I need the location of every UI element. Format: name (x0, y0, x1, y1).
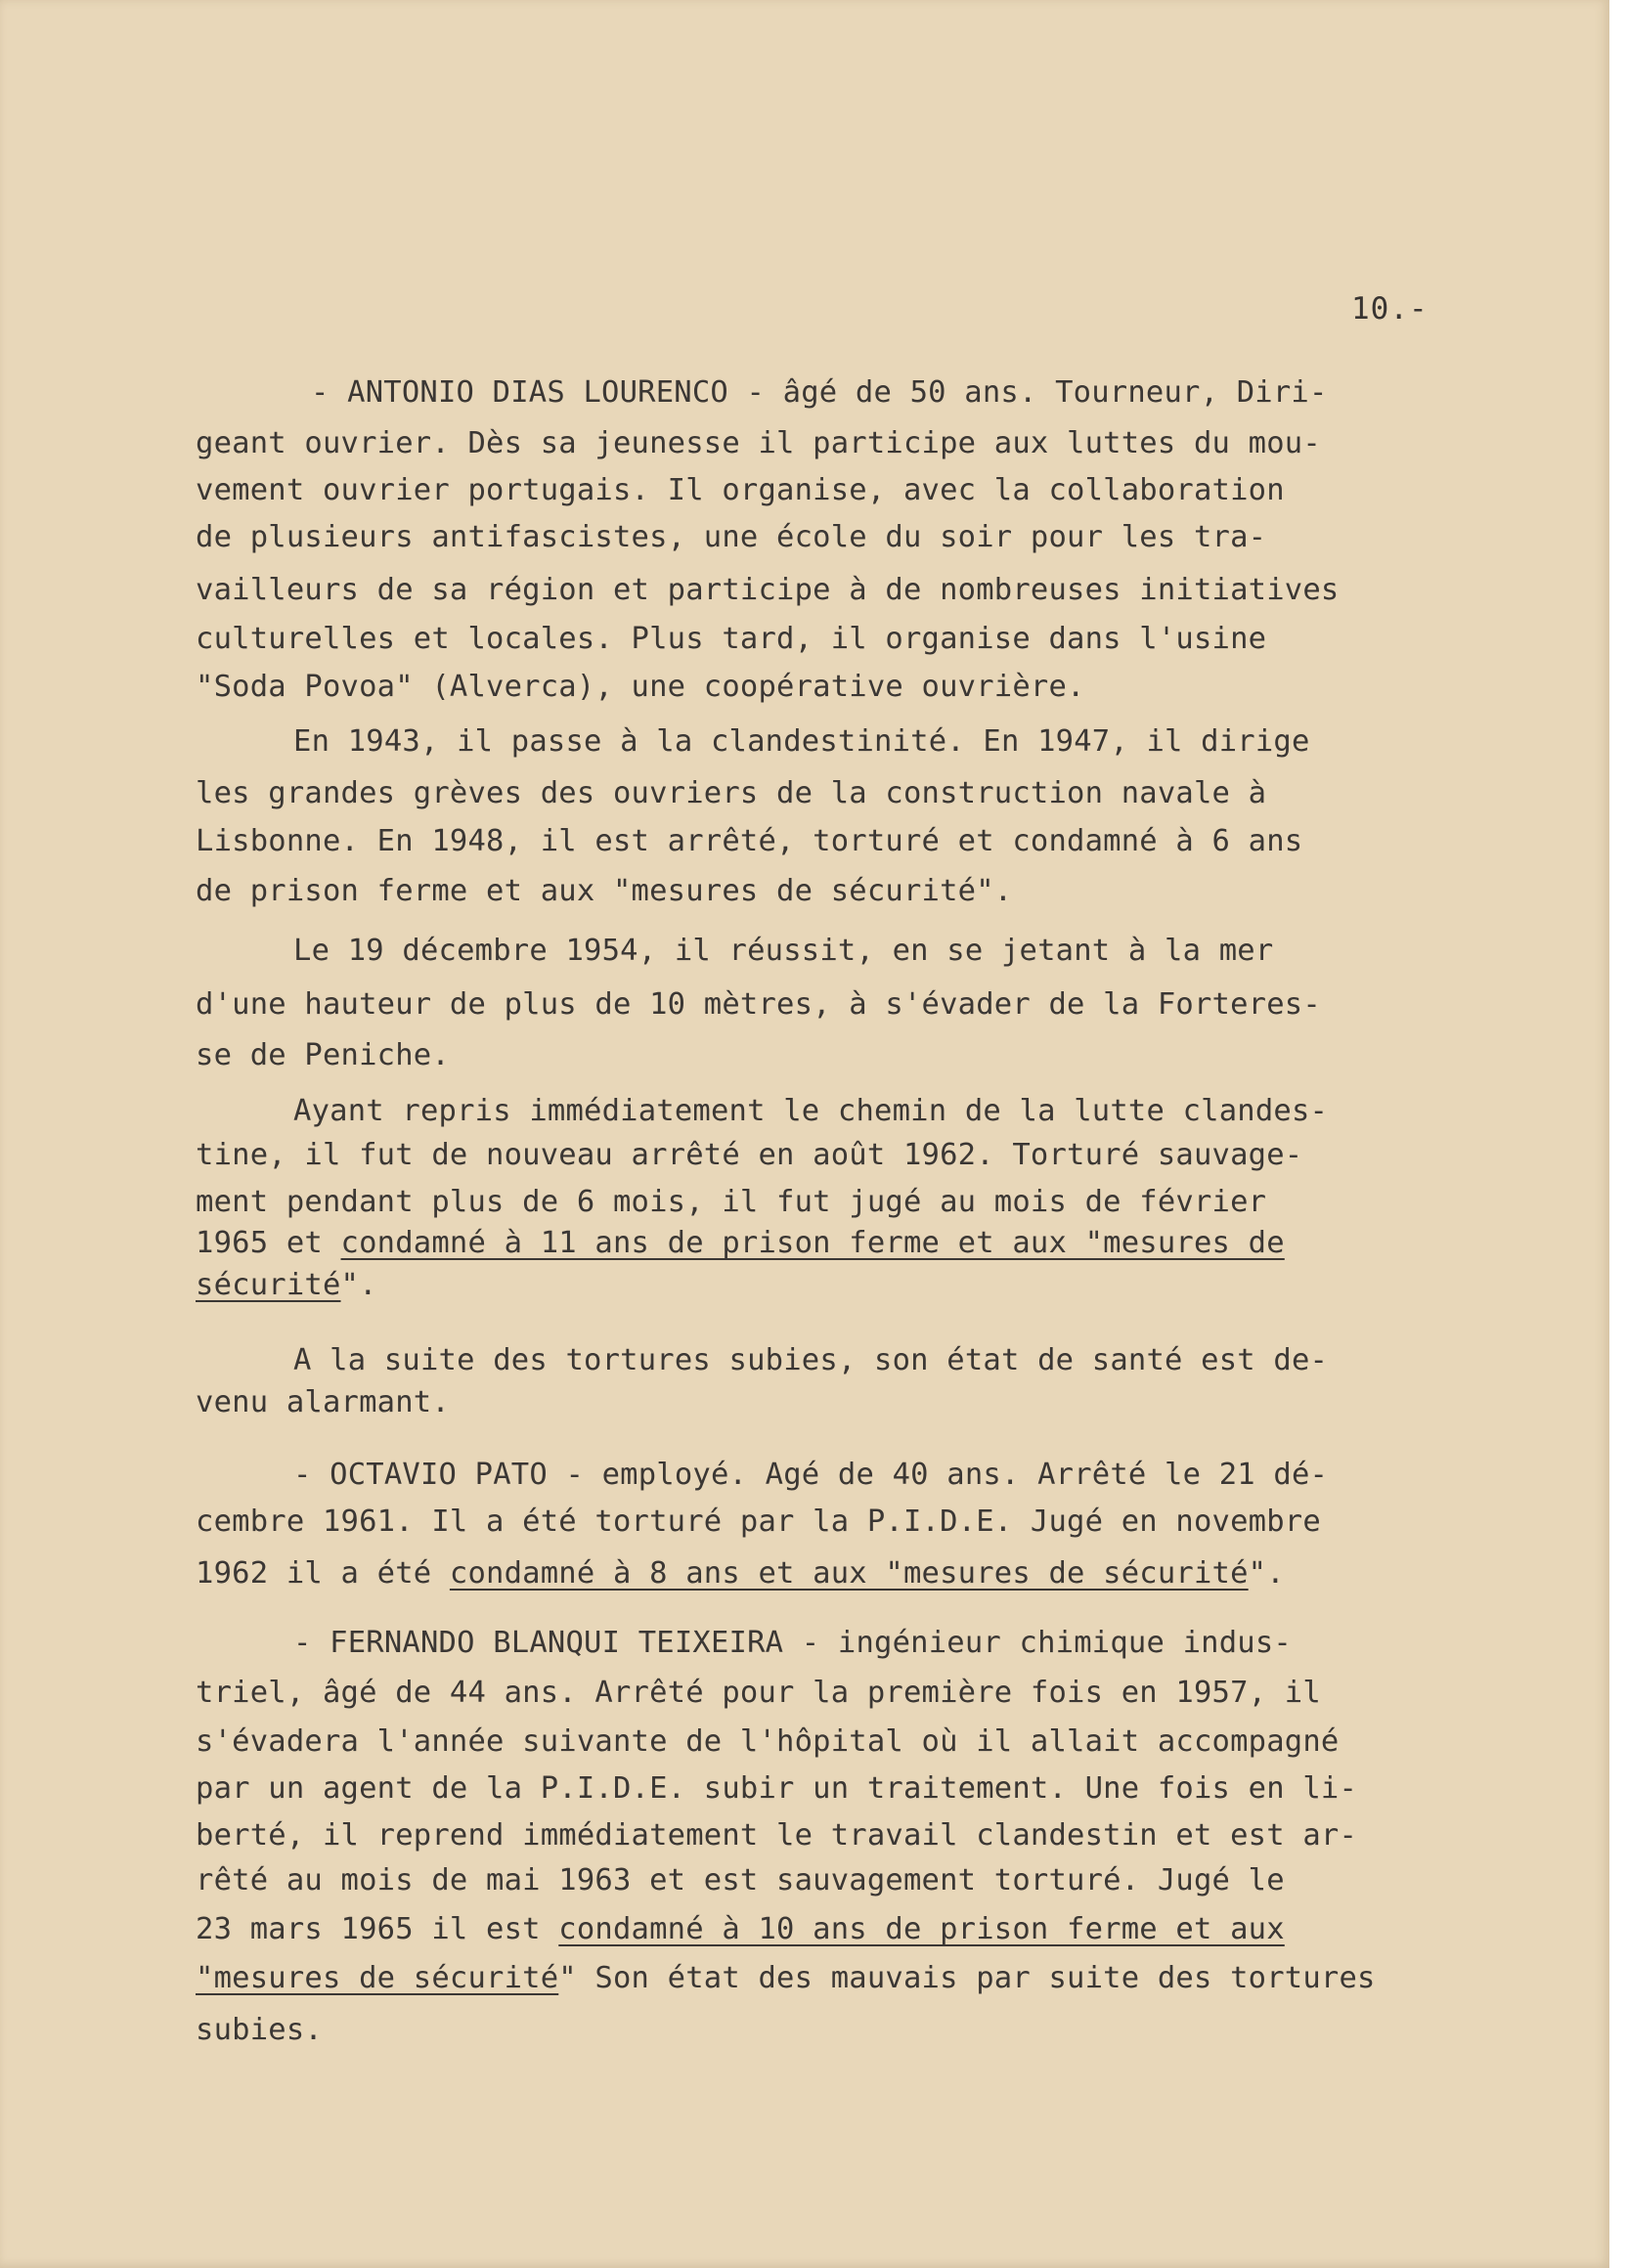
text-segment: les grandes grèves des ouvriers de la construction navale à (196, 776, 1267, 810)
text-line (293, 1090, 1328, 1133)
text-segment: s'évadera l'année suivante de l'hôpital où il allait accompagné (196, 1724, 1340, 1759)
text-line (196, 422, 1321, 465)
text-line (196, 516, 1266, 559)
text-segment: tine, il fut de nouveau arrêté en août 1962. Torturé sauvage- (196, 1138, 1303, 1172)
text-line (196, 569, 1339, 612)
text-segment: vement ouvrier portugais. Il organise, avec la collaboration (196, 473, 1285, 507)
text-segment: ". (340, 1268, 377, 1302)
text-segment: "Soda Povoa" (Alverca), une coopérative ouvrière. (196, 670, 1085, 704)
text-line (196, 2009, 323, 2052)
text-segment: En 1943, il passe à la clandestinité. En 1947, il dirige (293, 724, 1310, 759)
text-line (196, 1181, 1266, 1224)
underlined-text: "mesures de sécurité (196, 1961, 559, 1995)
text-segment: de plusieurs antifascistes, une école du soir pour les tra- (196, 520, 1267, 554)
text-segment: culturelles et locales. Plus tard, il organise dans l'usine (196, 622, 1267, 656)
underlined-text: condamné à 11 ans de prison ferme et aux "mesures de (340, 1226, 1285, 1260)
text-line (196, 1381, 450, 1424)
text-line (196, 1264, 377, 1307)
text-line (196, 983, 1321, 1026)
text-segment: - ANTONIO DIAS LOURENCO - âgé de 50 ans. Tourneur, Diri- (311, 375, 1328, 410)
text-segment: 1962 il a été (196, 1556, 450, 1591)
text-segment: cembre 1961. Il a été torturé par la P.I.D.E. Jugé en novembre (196, 1505, 1321, 1539)
text-segment: - OCTAVIO PATO - employé. Agé de 40 ans. Arrêté le 21 dé- (293, 1458, 1329, 1492)
text-line (196, 772, 1266, 815)
underlined-text: sécurité (196, 1268, 341, 1302)
text-segment: Ayant repris immédiatement le chemin de la lutte clandes- (293, 1094, 1329, 1128)
text-segment: triel, âgé de 44 ans. Arrêté pour la première fois en 1957, il (196, 1676, 1321, 1710)
text-line (196, 618, 1266, 661)
text-line (293, 1622, 1292, 1665)
text-line (293, 930, 1273, 973)
text-line (196, 1501, 1321, 1544)
text-segment: venu alarmant. (196, 1385, 450, 1419)
text-line (196, 1034, 450, 1077)
text-segment: 23 mars 1965 il est (196, 1912, 559, 1946)
text-line (196, 1222, 1285, 1265)
text-segment: subies. (196, 2013, 323, 2047)
text-line (196, 1957, 1376, 2000)
text-segment: geant ouvrier. Dès sa jeunesse il participe aux luttes du mou- (196, 426, 1321, 460)
page-number: 10.- (1351, 291, 1429, 327)
text-segment: se de Peniche. (196, 1038, 450, 1072)
text-segment: rêté au mois de mai 1963 et est sauvagement torturé. Jugé le (196, 1863, 1285, 1897)
text-segment: ment pendant plus de 6 mois, il fut jugé au mois de février (196, 1185, 1267, 1219)
text-segment: - FERNANDO BLANQUI TEIXEIRA - ingénieur chimique indus- (293, 1626, 1292, 1660)
text-line (293, 1454, 1328, 1497)
text-line (196, 469, 1285, 512)
text-segment: " Son état des mauvais par suite des tortures (558, 1961, 1376, 1995)
text-segment: vailleurs de sa région et participe à de nombreuses initiatives (196, 573, 1340, 607)
text-segment: de prison ferme et aux "mesures de sécurité". (196, 874, 1013, 908)
text-line (311, 371, 1328, 414)
text-segment: d'une hauteur de plus de 10 mètres, à s'évader de la Forteres- (196, 987, 1321, 1022)
text-segment: berté, il reprend immédiatement le travail clandestin et est ar- (196, 1818, 1358, 1853)
text-line (196, 1552, 1285, 1595)
text-segment: Le 19 décembre 1954, il réussit, en se jetant à la mer (293, 934, 1274, 968)
text-line (196, 820, 1302, 863)
text-line (196, 1134, 1302, 1177)
text-line (293, 1339, 1328, 1382)
text-segment: A la suite des tortures subies, son état de santé est de- (293, 1343, 1329, 1377)
text-line (196, 1814, 1357, 1857)
text-segment: par un agent de la P.I.D.E. subir un traitement. Une fois en li- (196, 1771, 1358, 1806)
text-line (196, 1859, 1285, 1902)
text-segment: Lisbonne. En 1948, il est arrêté, torturé et condamné à 6 ans (196, 824, 1303, 858)
text-line (196, 870, 1012, 913)
text-line (196, 1908, 1285, 1951)
underlined-text: condamné à 10 ans de prison ferme et aux (558, 1912, 1285, 1946)
text-line (196, 1672, 1321, 1715)
text-line (196, 666, 1085, 709)
underlined-text: condamné à 8 ans et aux "mesures de sécurité (449, 1556, 1249, 1591)
text-line (293, 720, 1310, 763)
text-line (196, 1767, 1357, 1810)
text-segment: 1965 et (196, 1226, 341, 1260)
text-segment: ". (1248, 1556, 1285, 1591)
text-line (196, 1721, 1339, 1764)
